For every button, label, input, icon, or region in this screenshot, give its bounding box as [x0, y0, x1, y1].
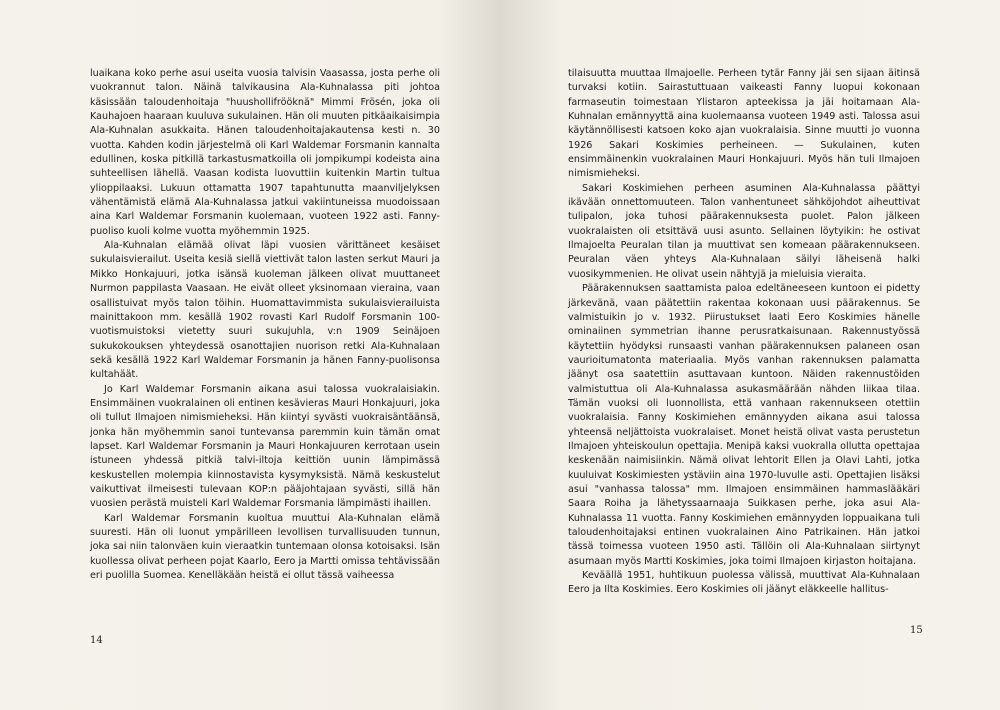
- page-number: 14: [90, 635, 103, 646]
- right-page: [500, 0, 1000, 710]
- paragraph: luaikana koko perhe asui useita vuosia talvisin Vaasassa, josta perhe oli vuokrannut talon. Näinä talvikausina Ala-Kuhnalassa piti johtoa käsissään taloudenhoitaja "huushollifrööknä" Mimmi Frösén, joka oli Kauhajoen haaraan kuuluva sukulainen. Hän oli muuten pitkäaikaisimpia Ala-Kuhnalan asukkaita. Hänen taloudenhoitajakautensa kesti n. 30 vuotta. Kahden kodin järjestelmä oli Karl Waldemar Forsmanin kannalta edullinen, koska pitkillä tarkastusmatkoilla oli jompikumpi kodeista aina suhteellisen lähellä. Vaasan kodista luovuttiin kuitenkin Martin tultua ylioppilaaksi. Lukuun ottamatta 1907 tapahtunutta maanviljelyksen vähentämistä elämä Ala-Kuhnalassa jatkui vakiintuneissa muodoissaan aina Karl Waldemar Forsmanin kuolemaan, vuoteen 1922 asti. Fanny-puoliso kuoli kolme vuotta myöhemmin 1925.: [90, 68, 440, 237]
- paragraph: Päärakennuksen saattamista paloa edeltäneeseen kuntoon ei pidetty järkevänä, vaan päätettiin rakentaa kokonaan uusi päärakennus. Se valmistuikin jo v. 1932. Piirustukset laati Eero Koskimies hänelle ominaiinen symmetrian ihanne perusratkaisunaan. Rakennustyössä käytettiin hyödyksi runsaasti vanhan päärakennuksen palaneen osan vaurioitumatonta materiaalia. Myös vanhan rakennuksen palamatta jäänyt osa saatettiin asuttavaan kuntoon. Näiden rakennustöiden valmistuttua oli Ala-Kuhnalassa asukasmäärään nähden liikaa tilaa. Tämän vuoksi oli luonnollista, että vanhaan rakennukseen otettiin vuokralaisia. Fanny Koskimiehen emännyyden aikana asui talossa yhteensä neljättoista vuokralaiset. Monet heistä olivat vasta perustetun Ilmajoen yhteiskoulun opettajia. Menipä kaksi vuokralla ollutta opettajaa keskenään naimisiinkin. Nämä olivat lehtorit Ellen ja Olavi Lahti, jotka kuuluivat Koskimiesten ystäviin aina 1970-luvulle asti. Opettajien lisäksi asui "vanhassa talossa" mm. Ilmajoen ensimmäinen hammaslääkäri Saara Roiha ja lähetyssaarnaaja Suikkasen perhe, joka asui Ala-Kuhnalassa 11 vuotta. Fanny Koskimiehen emännyyden loppuaikana tuli taloudenhoitajaksi entinen vuokralainen Aino Patrikainen. Hän jatkoi tässä toimessa vuoteen 1950 asti. Tällöin oli Ala-Kuhnalaan siirtynyt asumaan myös Martti Koskimies, joka toimi Ilmajoen kirjaston hoitajana.: [568, 283, 920, 567]
- right-page-text: [568, 67, 920, 598]
- paragraph: Keväällä 1951, huhtikuun puolessa välissä, muuttivat Ala-Kuhnalaan Eero ja Ilta Koskimies. Eero Koskimies oli jäänyt eläkkeelle hallitus-: [568, 570, 920, 596]
- paragraph: tilaisuutta muuttaa Ilmajoelle. Perheen tytär Fanny jäi sen sijaan äitinsä turvaksi kotiin. Sairastuttuaan vaikeasti Fanny luopui kokonaan farmaseutin toimestaan Ylistaron apteekissa ja jäi hoitamaan Ala-Kuhnalan emännyyttä aina kuolemaansa vuoteen 1949 asti. Talossa asui käytännöllisesti katsoen koko ajan vuokralaisia. Sinne muutti jo vuonna 1926 Sakari Koskimies perheineen. — Sukulainen, kuten ensimmäinenkin vuokralainen Mauri Honkajuuri. Myös hän tuli Ilmajoen nimismieheksi.: [568, 68, 920, 180]
- paragraph: Ala-Kuhnalan elämää olivat läpi vuosien värittäneet kesäiset sukulaisvierailut. Useita kesiä siellä viettivät talon lasten serkut Mauri ja Mikko Honkajuuri, jotka isänsä kuoleman jälkeen olivat muuttaneet Nurmon pappilasta Vaasaan. He eivät olleet yksinomaan vieraina, vaan osallistuivat myös talon töihin. Huomattavimmista sukulaisvierailuista mainittakoon mm. kesällä 1902 rovasti Karl Rudolf Forsmanin 100-vuotismuistoksi vietetty suuri sukujuhla, v:n 1909 Seinäjoen sukukokouksen yhteydessä osanottajien nuorison retki Ala-Kuhnalaan sekä kesällä 1922 Karl Waldemar Forsmanin ja hänen Fanny-puolisonsa kultahäät.: [90, 240, 440, 381]
- left-page-text: [90, 67, 440, 583]
- paragraph: Karl Waldemar Forsmanin kuoltua muuttui Ala-Kuhnalan elämä suuresti. Hän oli luonut ympärilleen levollisen turvallisuuden tunnun, joka sai niin talonväen kuin vieraatkin tuntemaan olonsa kotoisaksi. Isän kuollessa olivat perheen pojat Kaarlo, Eero ja Martti omissa tehtävissään eri puolilla Suomea. Kenelläkään heistä ei ollut tässä vaiheessa: [90, 512, 440, 582]
- paragraph: Jo Karl Waldemar Forsmanin aikana asui talossa vuokralaisiakin. Ensimmäinen vuokralainen oli entinen kesävieras Mauri Honkajuuri, joka oli tullut Ilmajoen nimismieheksi. Hän kiintyi syvästi vuokraisäntäänsä, jonka hän myöhemmin sanoi tuntevansa paremmin kuin tämän omat lapset. Karl Waldemar Forsmanin ja Mauri Honkajuuren kerrotaan usein istuneen yhdessä pitkiä talvi-iltoja keittiön uunin lämpimässä keskustellen molempia kiinnostavista kysymyksistä. Nämä keskustelut vaikuttivat ilmeisesti tulevaan KOP:n pääjohtajaan syvästi, sillä hän vuosien perästä muisteli Karl Waldemar Forsmania lämpimästi ihaillen.: [90, 383, 440, 510]
- page-number: 15: [910, 625, 923, 636]
- paragraph: Sakari Koskimiehen perheen asuminen Ala-Kuhnalassa päättyi ikävään onnettomuuteen. Talon vanhentuneet sähköjohdot aiheuttivat tulipalon, joka tuhosi päärakennuksesta puolet. Palon jälkeen vuokralaisten oli etsittävä uusi asunto. Sellainen löytyikin: he ostivat Ilmajoelta Peuralan tilan ja muuttivat sen komeaan päärakennukseen. Peuralan väen yhteys Ala-Kuhnalaan säilyi läheisenä halki vuosikymmenien. He olivat usein nähtyjä ja mieluisia vieraita.: [568, 182, 920, 280]
